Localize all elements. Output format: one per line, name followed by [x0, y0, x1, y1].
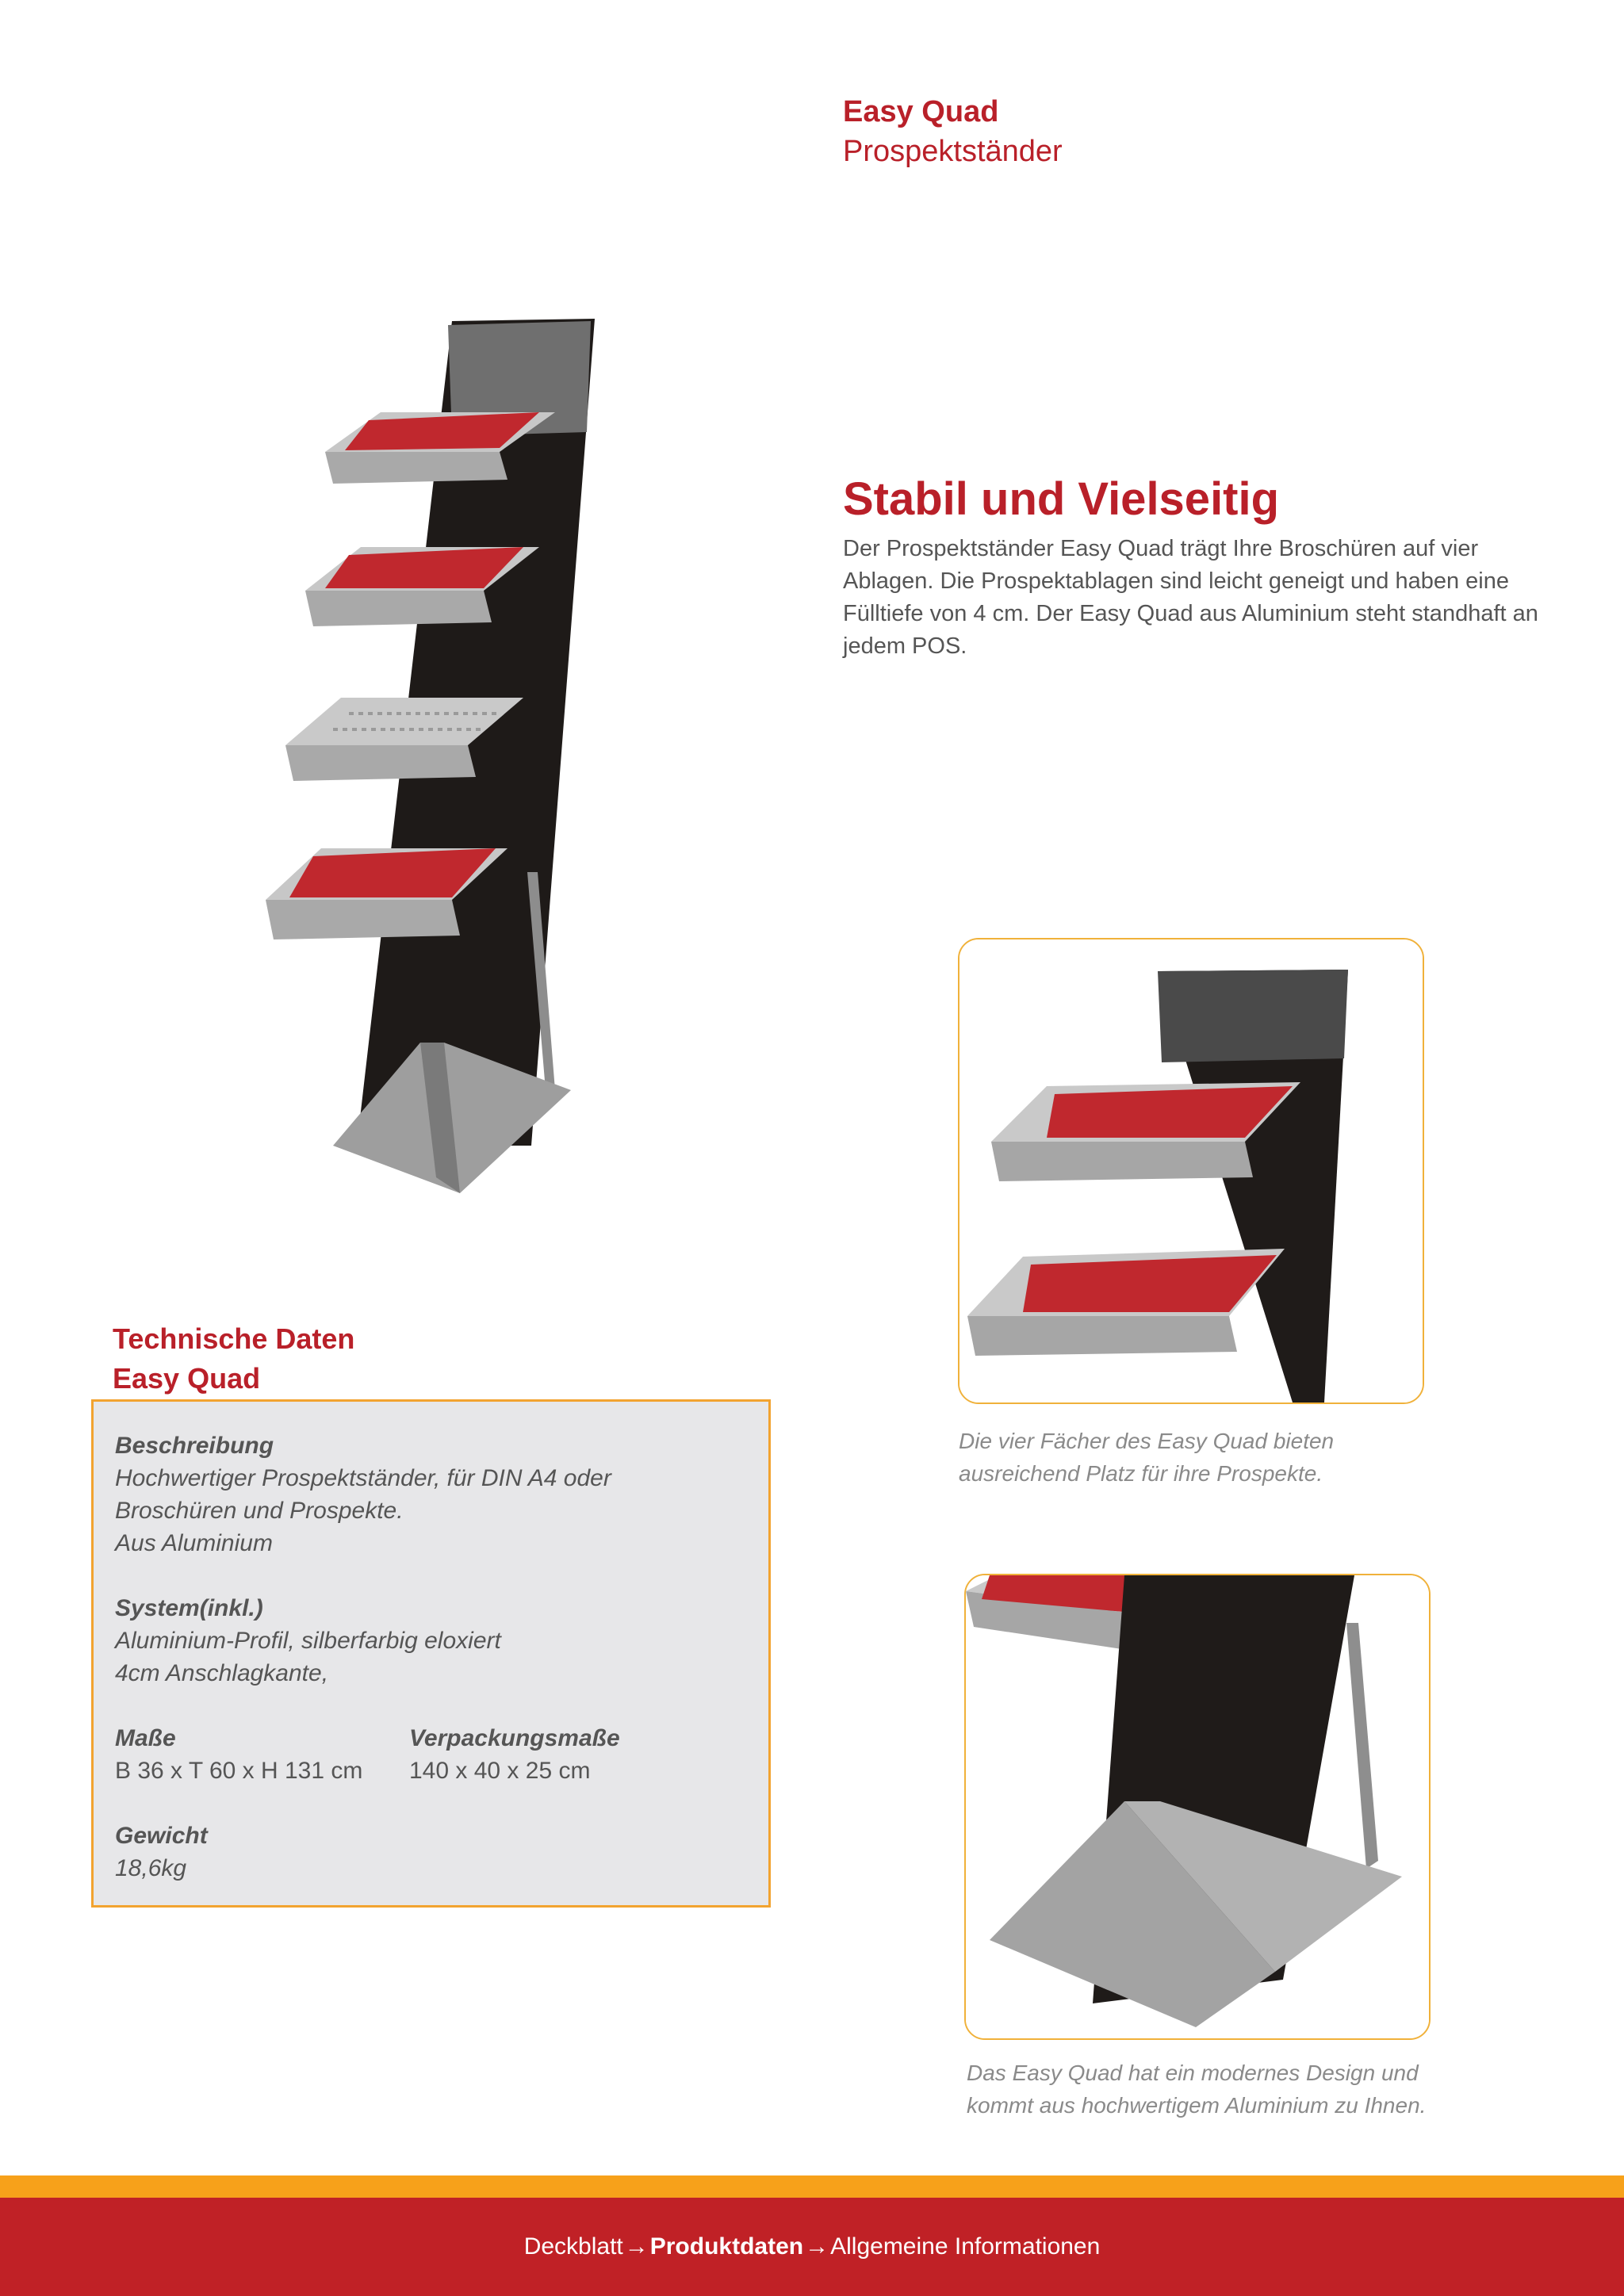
tech-data-box [91, 1399, 771, 1908]
tech-title-line1: Technische Daten [113, 1322, 355, 1355]
gewicht-label: Gewicht [115, 1823, 208, 1849]
beschreibung-line: Aus Aluminium [115, 1530, 273, 1556]
detail-photo-shelves [958, 938, 1424, 1404]
verpackung-label: Verpackungsmaße [409, 1725, 620, 1751]
beschreibung-line: Broschüren und Prospekte. [115, 1498, 404, 1524]
caption-photo2: Das Easy Quad hat ein modernes Design und kommt aus hochwertigem Aluminium zu Ihnen. [967, 2061, 1427, 2118]
footer-breadcrumb [0, 2198, 1624, 2296]
nav-deckblatt[interactable]: Deckblatt [523, 2233, 623, 2260]
main-product-image [238, 301, 650, 1221]
shelves-photo-image [959, 939, 1423, 1402]
verpackung-value: 140 x 40 x 25 cm [409, 1758, 591, 1784]
caption-photo1: Die vier Fächer des Easy Quad bieten ausreichend Platz für ihre Prospekte. [959, 1429, 1335, 1486]
detail-photo-base [964, 1574, 1431, 2040]
nav-allgemeine-informationen[interactable]: Allgemeine Informationen [830, 2233, 1101, 2260]
system-line: Aluminium-Profil, silberfarbig eloxiert [115, 1628, 501, 1654]
beschreibung-line: Hochwertiger Prospektständer, für DIN A4 oder [115, 1465, 611, 1491]
nav-arrow-icon: → [805, 2233, 829, 2260]
nav-arrow-icon: → [624, 2233, 649, 2260]
beschreibung-label: Beschreibung [115, 1433, 274, 1459]
base-photo-image [966, 1575, 1429, 2038]
product-type: Prospektständer [843, 135, 1063, 168]
system-line: 4cm Anschlagkante, [115, 1660, 329, 1686]
system-label: System(inkl.) [115, 1595, 263, 1621]
masse-label: Maße [115, 1725, 176, 1751]
section-headline: Stabil und Vielseitig [843, 473, 1280, 525]
product-name: Easy Quad [843, 95, 999, 128]
tech-title [113, 1319, 354, 1399]
masse-value: B 36 x T 60 x H 131 cm [115, 1758, 363, 1784]
intro-paragraph: Der Prospektständer Easy Quad trägt Ihre Broschüren auf vier Ablagen. Die Prospektablagen sind leicht geneigt und haben eine Fülltiefe von 4 cm. Der Easy Quad aus Aluminium steht standhaft an jedem POS. [843, 536, 1538, 659]
nav-produktdaten[interactable]: Produktdaten [649, 2233, 804, 2260]
gewicht-value: 18,6kg [115, 1855, 187, 1881]
tech-title-line2: Easy Quad [113, 1362, 261, 1395]
footer-accent-bar [0, 2175, 1624, 2198]
